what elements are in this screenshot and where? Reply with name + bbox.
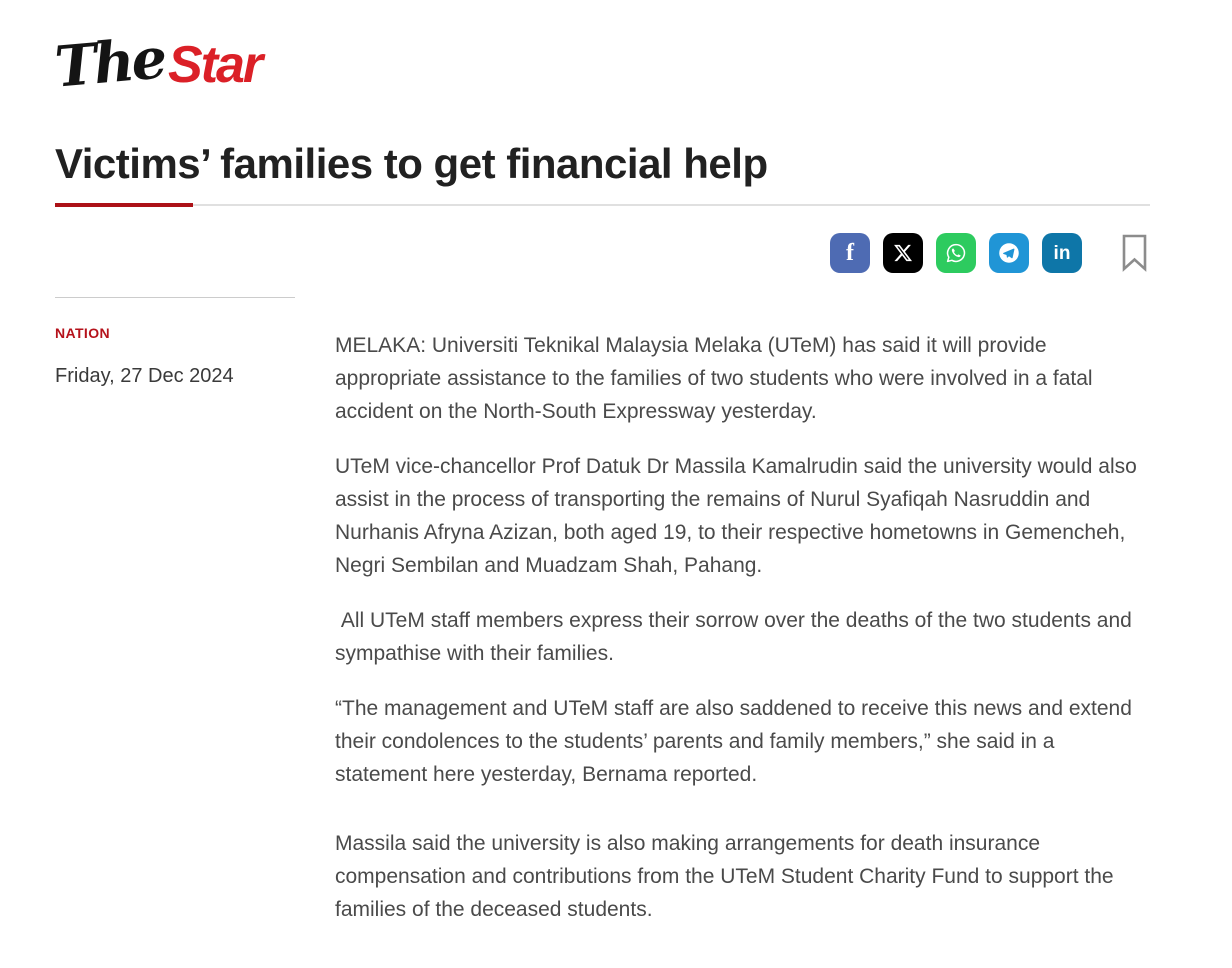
telegram-icon bbox=[996, 240, 1022, 266]
logo-the-text: The bbox=[52, 25, 167, 101]
masthead bbox=[52, 25, 1150, 102]
headline-divider bbox=[55, 203, 1150, 207]
article-paragraph: “The management and UTeM staff are also saddened to receive this news and extend their condolences to the students’ parents and family members,” she said in a statement here yesterday, Bernama reported. bbox=[335, 697, 1138, 787]
article-body bbox=[335, 297, 1150, 948]
thestar-logo[interactable] bbox=[52, 25, 262, 101]
article-date: Friday, 27 Dec 2024 bbox=[55, 365, 234, 388]
article-meta-sidebar bbox=[55, 297, 295, 388]
share-whatsapp-button[interactable] bbox=[936, 233, 976, 273]
share-toolbar bbox=[55, 233, 1150, 273]
x-twitter-icon bbox=[893, 243, 913, 263]
headline-accent-bar bbox=[55, 203, 193, 207]
logo-star-text: Star bbox=[168, 36, 262, 94]
share-x-button[interactable] bbox=[883, 233, 923, 273]
article-paragraph: Massila said the university is also making arrangements for death insurance compensation and contributions from the UTeM Student Charity Fund to support the families of the deceased students. bbox=[335, 832, 1120, 922]
article-content bbox=[55, 297, 1150, 948]
bookmark-button[interactable] bbox=[1119, 233, 1150, 273]
article-paragraph: All UTeM staff members express their sorrow over the deaths of the two students and sympathise with their families. bbox=[335, 609, 1138, 666]
share-facebook-button[interactable] bbox=[830, 233, 870, 273]
article-headline: Victims’ families to get financial help bbox=[55, 140, 768, 187]
whatsapp-icon bbox=[944, 241, 968, 265]
facebook-icon: f bbox=[846, 240, 854, 267]
article-paragraph: UTeM vice-chancellor Prof Datuk Dr Massila Kamalrudin said the university would also assist in the process of transporting the remains of Nurul Syafiqah Nasruddin and Nurhanis Afryna Azizan, both aged 19, to their respective hometowns in Gemencheh, Negri Sembilan and Muadzam Shah, Pahang. bbox=[335, 455, 1143, 578]
category-label[interactable]: NATION bbox=[55, 325, 111, 342]
share-linkedin-button[interactable] bbox=[1042, 233, 1082, 273]
divider-line bbox=[193, 204, 1150, 206]
linkedin-icon: in bbox=[1053, 242, 1071, 264]
article-paragraph: MELAKA: Universiti Teknikal Malaysia Melaka (UTeM) has said it will provide appropriate assistance to the families of two students who were involved in a fatal accident on the North-South Expressway yesterday. bbox=[335, 334, 1099, 424]
bookmark-icon bbox=[1119, 233, 1150, 273]
share-telegram-button[interactable] bbox=[989, 233, 1029, 273]
